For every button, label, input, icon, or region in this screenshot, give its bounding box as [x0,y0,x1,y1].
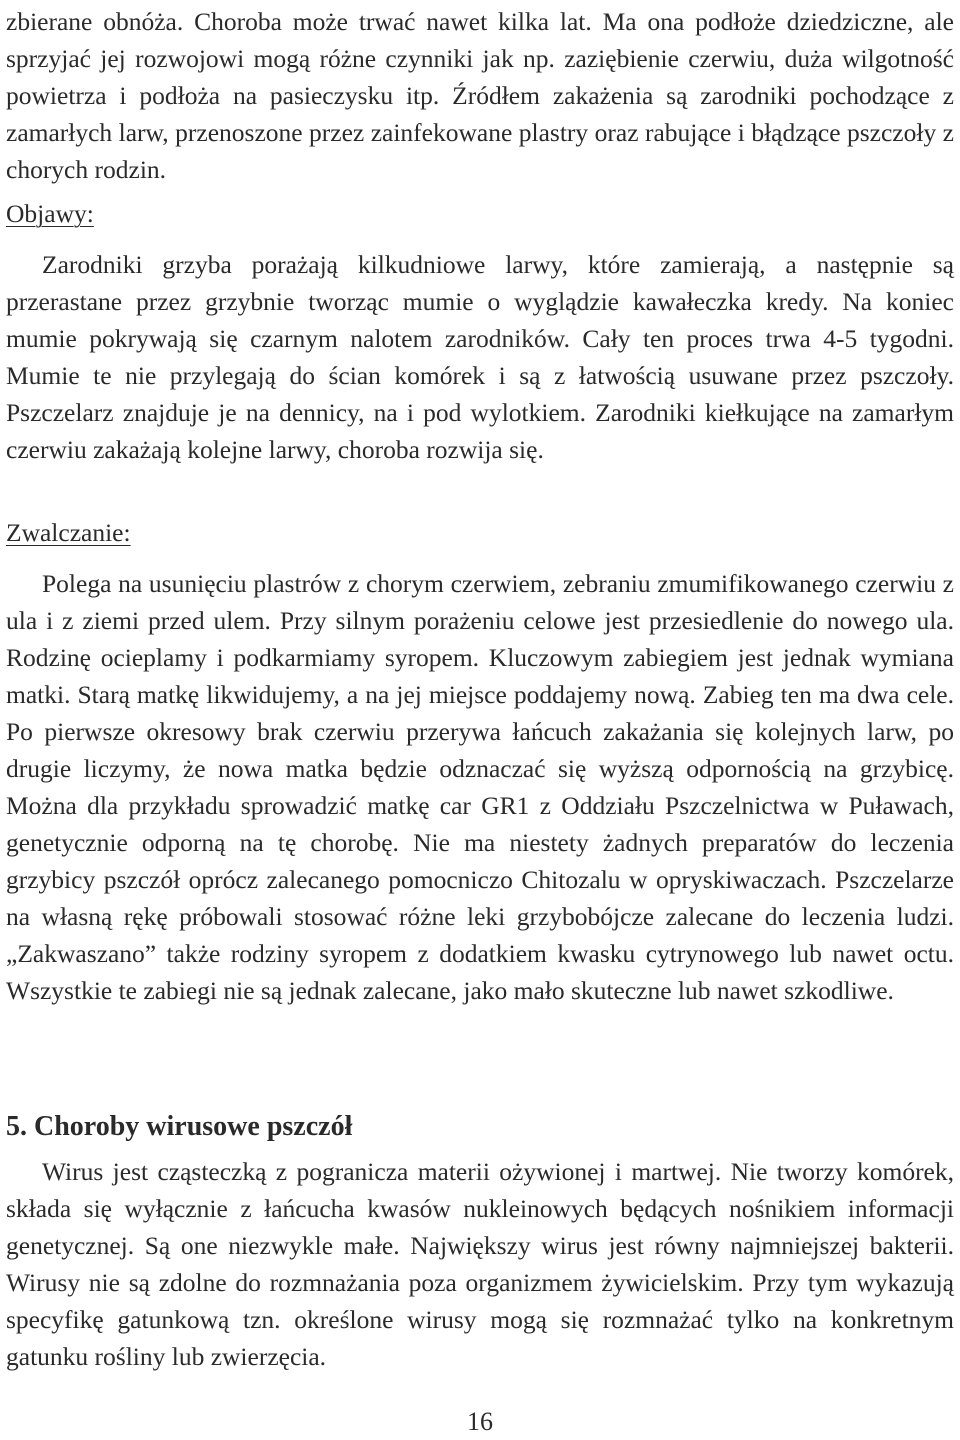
symptoms-paragraph: Zarodniki grzyba porażają kilkudniowe larwy, które zamierają, a następnie są przerastane przez grzybnie tworząc mumie o wyglądzie kawałeczka kredy. Na koniec mumie pokrywają się czarnym nalotem zarodników. Cały ten proces trwa 4-5 tygodni. Mumie te nie przylegają do ścian komórek i są z łatwością usuwane przez pszczoły. Pszczelarz znajduje je na dennicy, na i pod wylotkiem. Zarodniki kiełkujące na zamarłym czerwiu zakażają kolejne larwy, choroba rozwija się. [6,250,954,464]
intro-paragraph: zbierane obnóża. Choroba może trwać nawet kilka lat. Ma ona podłoże dziedziczne, ale sprzyjać jej rozwojowi mogą różne czynniki jak np. zaziębienie czerwiu, duża wilgotność powietrza i podłoża na pasieczysku itp. Źródłem zakażenia są zarodniki pochodzące z zamarłych larw, przenoszone przez zainfekowane plastry oraz rabujące i błądzące pszczoły z chorych rodzin. [6,7,954,184]
treatment-paragraph: Polega na usunięciu plastrów z chorym czerwiem, zebraniu zmumifikowanego czerwiu z ula i z ziemi przed ulem. Przy silnym porażeniu celowe jest przesiedlenie do nowego ula. Rodzinę ocieplamy i podkarmiamy syropem. Kluczowym zabiegiem jest jednak wymiana matki. Starą matkę likwidujemy, a na jej miejsce poddajemy nową. Zabieg ten ma dwa cele. Po pierwsze okresowy brak czerwiu przerywa łańcuch zakażania się kolejnych larw, po drugie liczymy, że nowa matka będzie odznaczać się wyższą odpornością na grzybicę. Można dla przykładu sprowadzić matkę car GR1 z Oddziału Pszczelnictwa w Puławach, genetycznie odporną na tę chorobę. Nie ma niestety żadnych preparatów do leczenia grzybicy pszczół oprócz zalecanego pomocniczo Chitozalu w opryskiwaczach. Pszczelarze na własną rękę próbowali stosować różne leki grzybobójcze zalecane do leczenia ludzi. „Zakwaszano” także rodziny syropem z dodatkiem kwasku cytrynowego lub nawet octu. Wszystkie te zabiegi nie są jednak zalecane, jako mało skuteczne lub nawet szkodliwe. [6,569,954,1005]
page-number: 16 [467,1407,493,1436]
symptoms-label: Objawy: [6,199,94,228]
virus-paragraph: Wirus jest cząsteczką z pogranicza materii ożywionej i martwej. Nie tworzy komórek, składa się wyłącznie z łańcucha kwasów nukleinowych będących nośnikiem informacji genetycznej. Są one niezwykle małe. Największy wirus jest równy najmniejszej bakterii. Wirusy nie są zdolne do rozmnażania poza organizmem żywicielskim. Przy tym wykazują specyfikę gatunkową tzn. określone wirusy mogą się rozmnażać tylko na konkretnym gatunku rośliny lub zwierzęcia. [6,1157,954,1371]
treatment-label: Zwalczanie: [6,518,131,547]
document-page [6,0,954,1440]
section-heading: 5. Choroby wirusowe pszczół [6,1111,353,1142]
